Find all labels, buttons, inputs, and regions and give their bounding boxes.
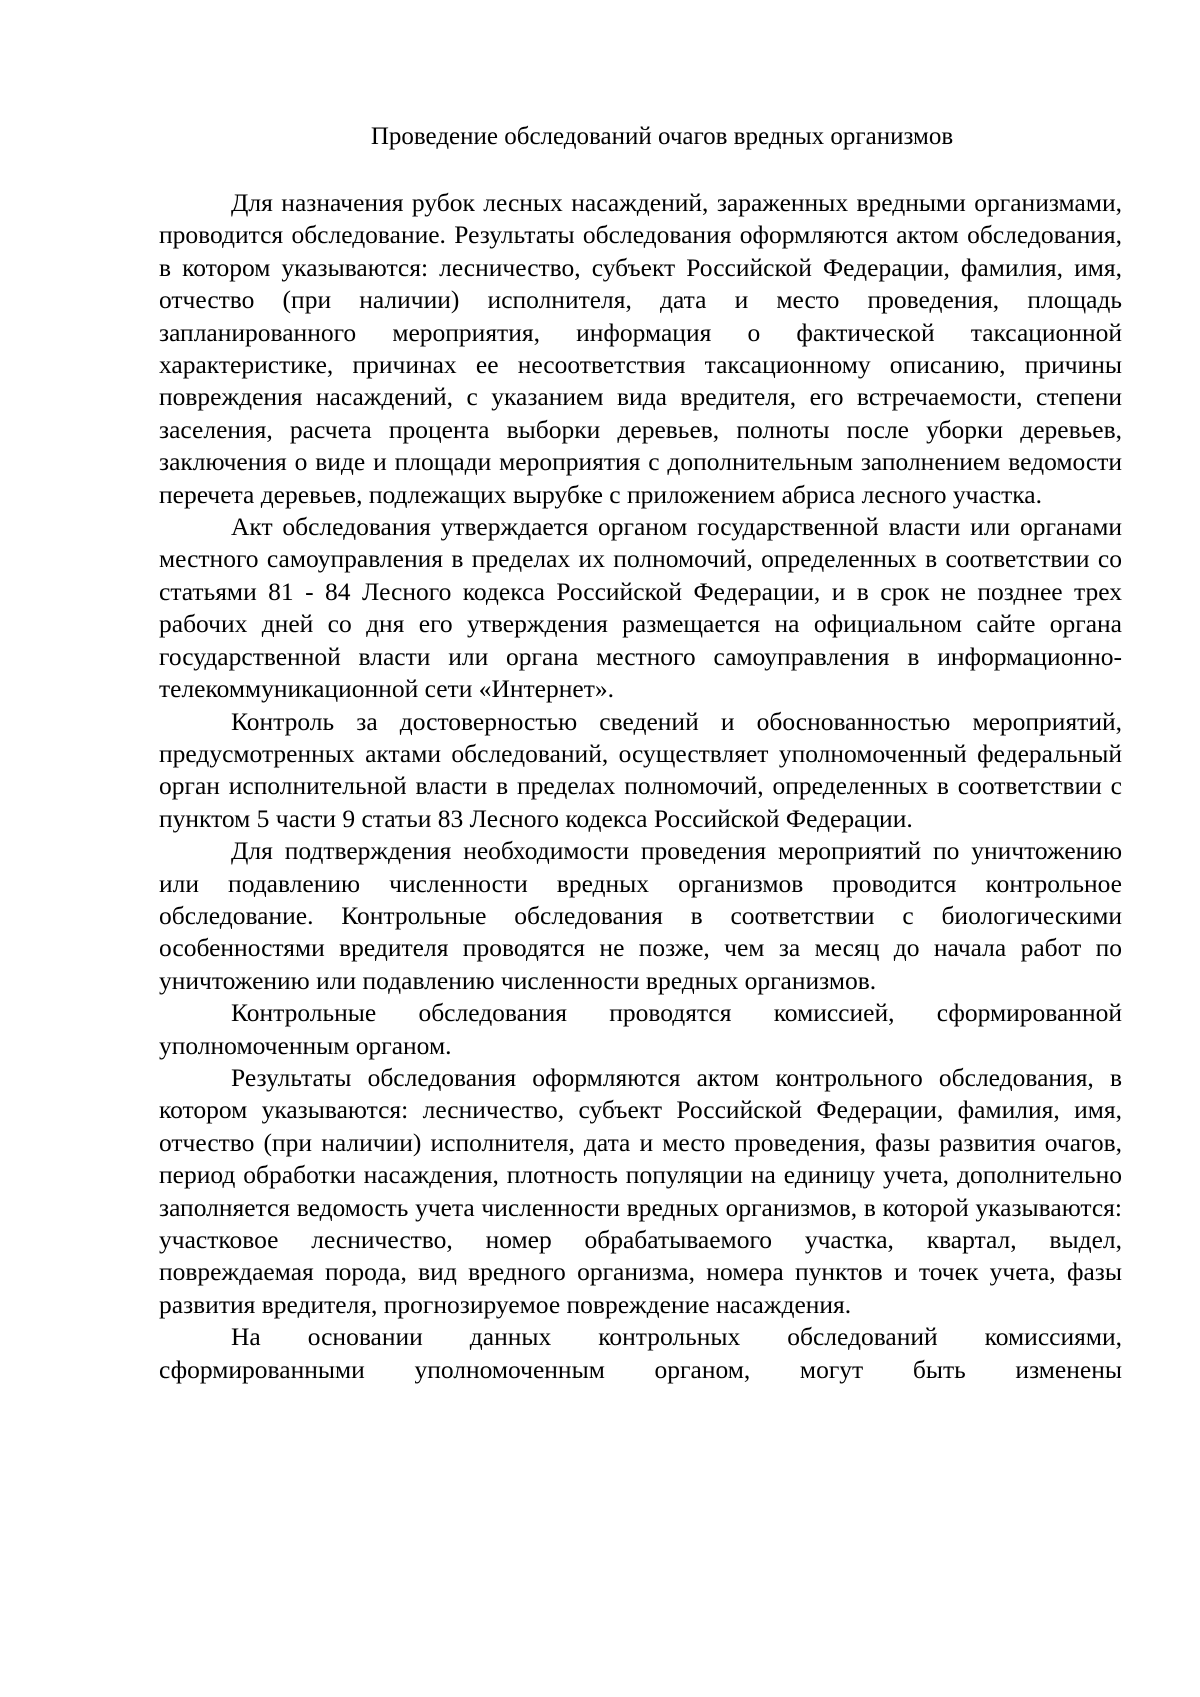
paragraph-control-survey: Для подтверждения необходимости проведения мероприятий по уничтожению или подавлению численности вредных организмов проводится контрольное обследование. Контрольные обследования в соответствии с биологическими особенностями вредителя проводятся не позже, чем за месяц до начала работ по уничтожению или подавлению численности вредных организмов.	[159, 836, 1122, 995]
paragraph-control: Контроль за достоверностью сведений и обоснованностью мероприятий, предусмотренных актами обследований, осуществляет уполномоченный федеральный орган исполнительной власти в пределах полномочий, определенных в соответствии с пунктом 5 части 9 статьи 83 Лесного кодекса Российской Федерации.	[159, 706, 1122, 833]
paragraph-act-approval: Акт обследования утверждается органом государственной власти или органами местного самоуправления в пределах их полномочий, определенных в соответствии со статьями 81 - 84 Лесного кодекса Российской Федерации, и в срок не позднее трех рабочих дней со дня его утверждения размещается на официальном сайте органа государственной власти или органа местного самоуправления в информационно-телекоммуникационной сети «Интернет».	[159, 512, 1122, 704]
document-body	[159, 187, 1122, 1386]
paragraph-changes: На основании данных контрольных обследований комиссиями, сформированными уполномоченным органом, могут быть изменены	[159, 1322, 1122, 1384]
paragraph-commission: Контрольные обследования проводятся комиссией, сформированной уполномоченным органом.	[159, 998, 1122, 1060]
paragraph-survey-act: Для назначения рубок лесных насаждений, зараженных вредными организмами, проводится обследование. Результаты обследования оформляются актом обследования, в котором указываются: лесничество, субъект Российской Федерации, фамилия, имя, отчество (при наличии) исполнителя, дата и место проведения, площадь запланированного мероприятия, информация о фактической таксационной характеристике, причинах ее несоответствия таксационному описанию, причины повреждения насаждений, с указанием вида вредителя, его встречаемости, степени заселения, расчета процента выборки деревьев, полноты после уборки деревьев, заключения о виде и площади мероприятия с дополнительным заполнением ведомости перечета деревьев, подлежащих вырубке с приложением абриса лесного участка.	[159, 188, 1122, 509]
paragraph-control-results: Результаты обследования оформляются актом контрольного обследования, в котором указываются: лесничество, субъект Российской Федерации, фамилия, имя, отчество (при наличии) исполнителя, дата и место проведения, фазы развития очагов, период обработки насаждения, плотность популяции на единицу учета, дополнительно заполняется ведомость учета численности вредных организмов, в которой указываются: участковое лесничество, номер обрабатываемого участка, квартал, выдел, повреждаемая порода, вид вредного организма, номера пунктов и точек учета, фазы развития вредителя, прогнозируемое повреждение насаждения.	[159, 1062, 1122, 1319]
document-title: Проведение обследований очагов вредных организмов	[370, 123, 954, 150]
